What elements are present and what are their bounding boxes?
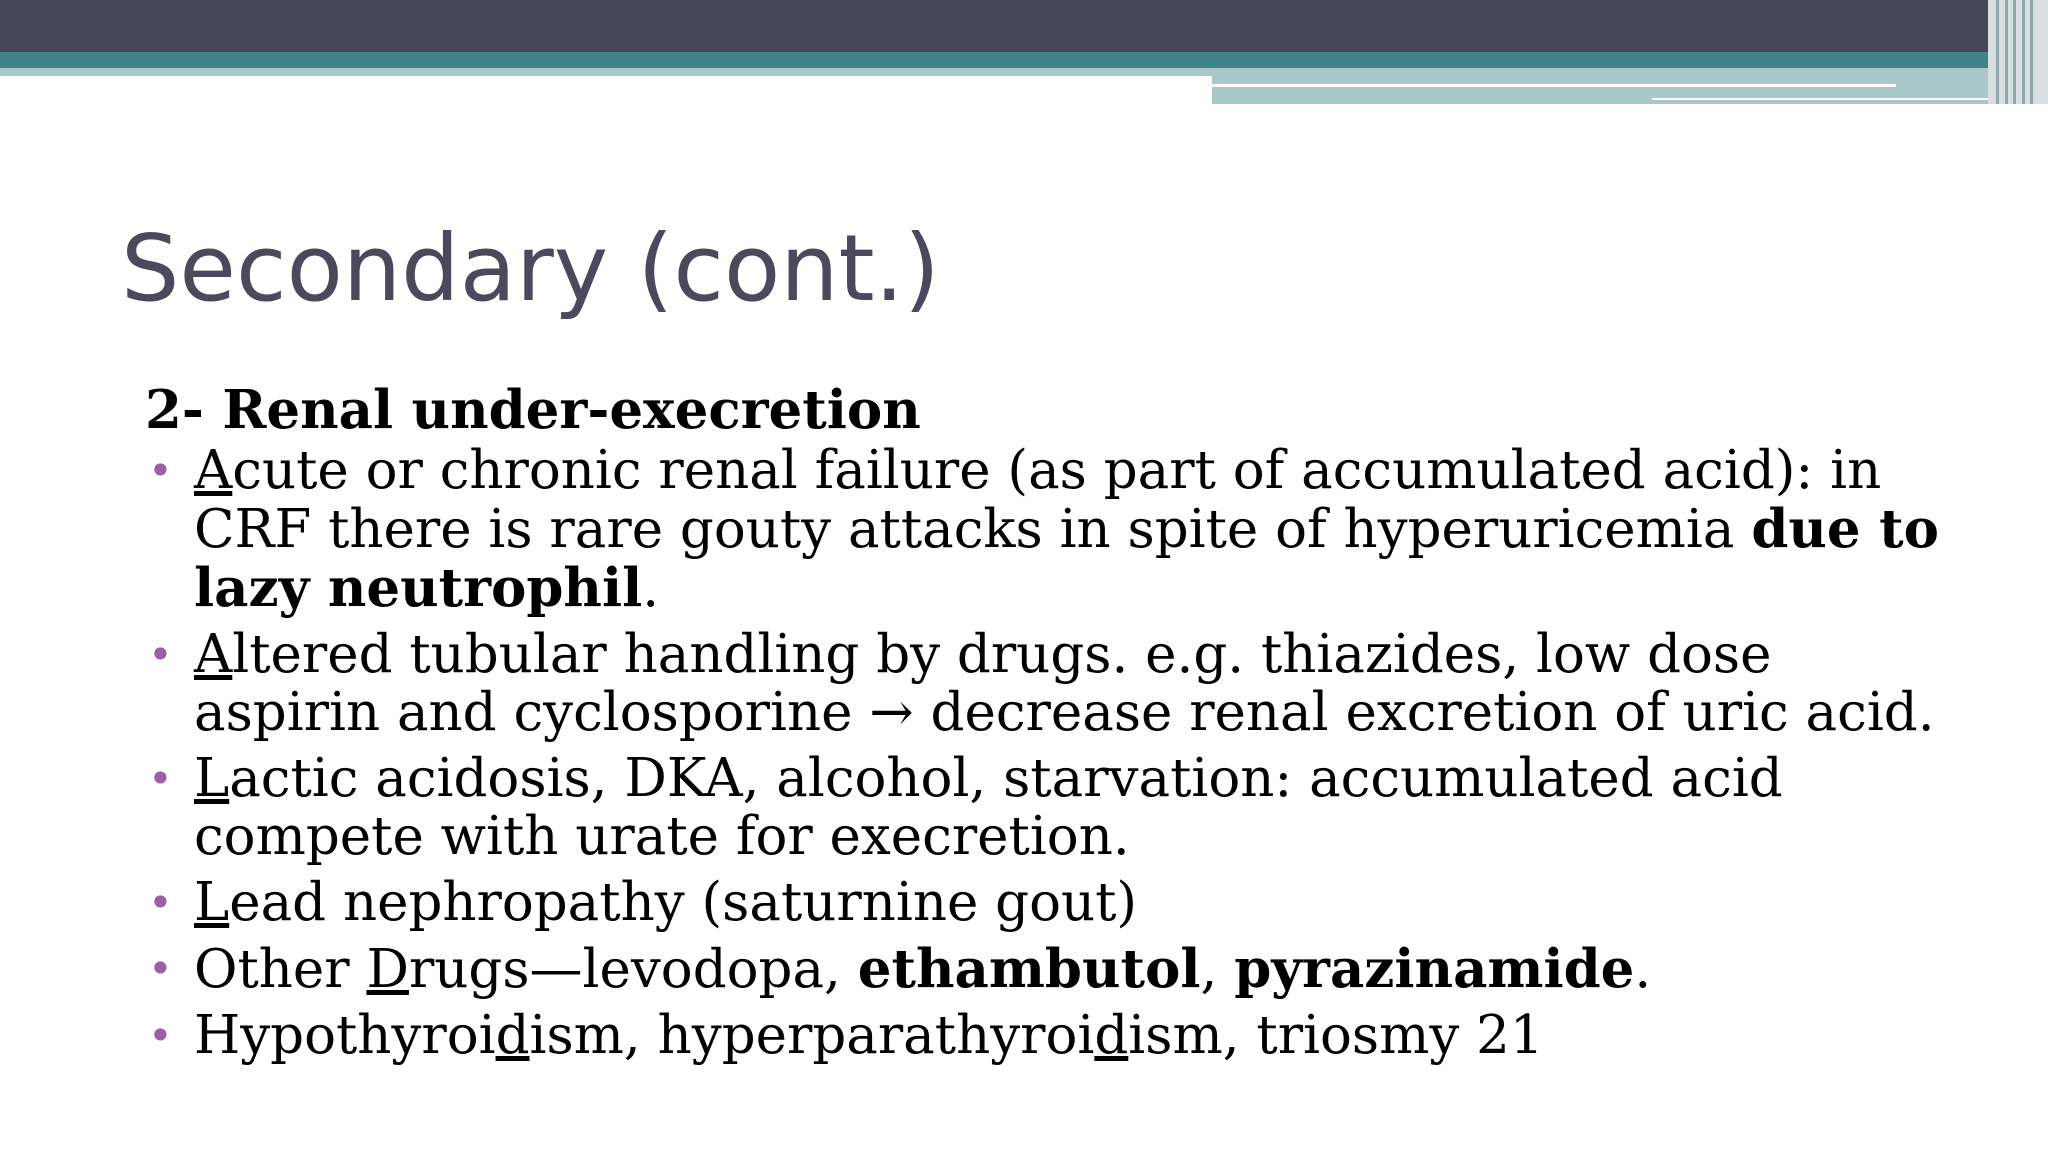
bullet-text: Hypothyroi [194, 1005, 496, 1066]
bullet-list [145, 442, 1945, 1065]
bullet-item [145, 940, 1945, 999]
header-band-dark [0, 0, 2048, 52]
bullet-text: ism, hyperparathyroi [529, 1005, 1095, 1066]
header-stripes [1988, 0, 2048, 104]
header-band-teal [0, 52, 2048, 68]
bullet-item [145, 750, 1945, 866]
bullet-dot-icon: • [148, 1011, 173, 1060]
bullet-text: Other [194, 939, 367, 1000]
header-band-light-left [0, 68, 1212, 76]
bullet-dot-icon: • [148, 446, 173, 495]
bullet-dot-icon: • [148, 878, 173, 927]
underlined-letter: A [194, 624, 233, 685]
bullet-dot-icon: • [148, 944, 173, 993]
bullet-text: ead nephropathy (saturnine gout) [229, 872, 1138, 933]
bullet-item [145, 874, 1945, 932]
bullet-text: ism, triosmy 21 [1128, 1005, 1544, 1066]
bullet-item [145, 1007, 1945, 1065]
underlined-letter: L [194, 748, 230, 809]
bullet-dot-icon: • [148, 754, 173, 803]
bullet-text: ltered tubular handling by drugs. e.g. thiazides, low dose aspirin and cyclosporine → decrease renal excretion of uric acid. [194, 624, 1935, 743]
bullet-emphasis: pyrazinamide [1234, 938, 1635, 1000]
bullet-text: . [642, 558, 660, 619]
bullet-text: rugs—levodopa, [408, 939, 858, 1000]
bullet-item [145, 626, 1945, 742]
bullet-dot-icon: • [148, 630, 173, 679]
underlined-letter: A [194, 440, 233, 501]
section-subheading: 2- Renal under-execretion [145, 379, 921, 441]
bullet-text: actic acidosis, DKA, alcohol, starvation: accumulated acid compete with urate for execretion. [194, 748, 1783, 867]
underlined-letter: L [194, 872, 230, 933]
bullet-item [145, 442, 1945, 618]
bullet-text: . [1634, 939, 1652, 1000]
underlined-letter: d [1094, 1005, 1129, 1066]
bullet-text: , [1200, 939, 1235, 1000]
slide-title: Secondary (cont.) [121, 215, 940, 322]
bullet-emphasis: ethambutol [857, 938, 1201, 1000]
underlined-letter: D [366, 939, 409, 1000]
bullet-text: cute or chronic renal failure (as part of accumulated acid): in CRF there is rare gouty attacks in spite of hyperuricemia [194, 440, 1882, 560]
bullet-emphasis: due to lazy neutrophil [194, 498, 1939, 619]
header-accent-line [1212, 84, 1896, 87]
slide-body [145, 380, 1945, 1073]
underlined-letter: d [495, 1005, 530, 1066]
